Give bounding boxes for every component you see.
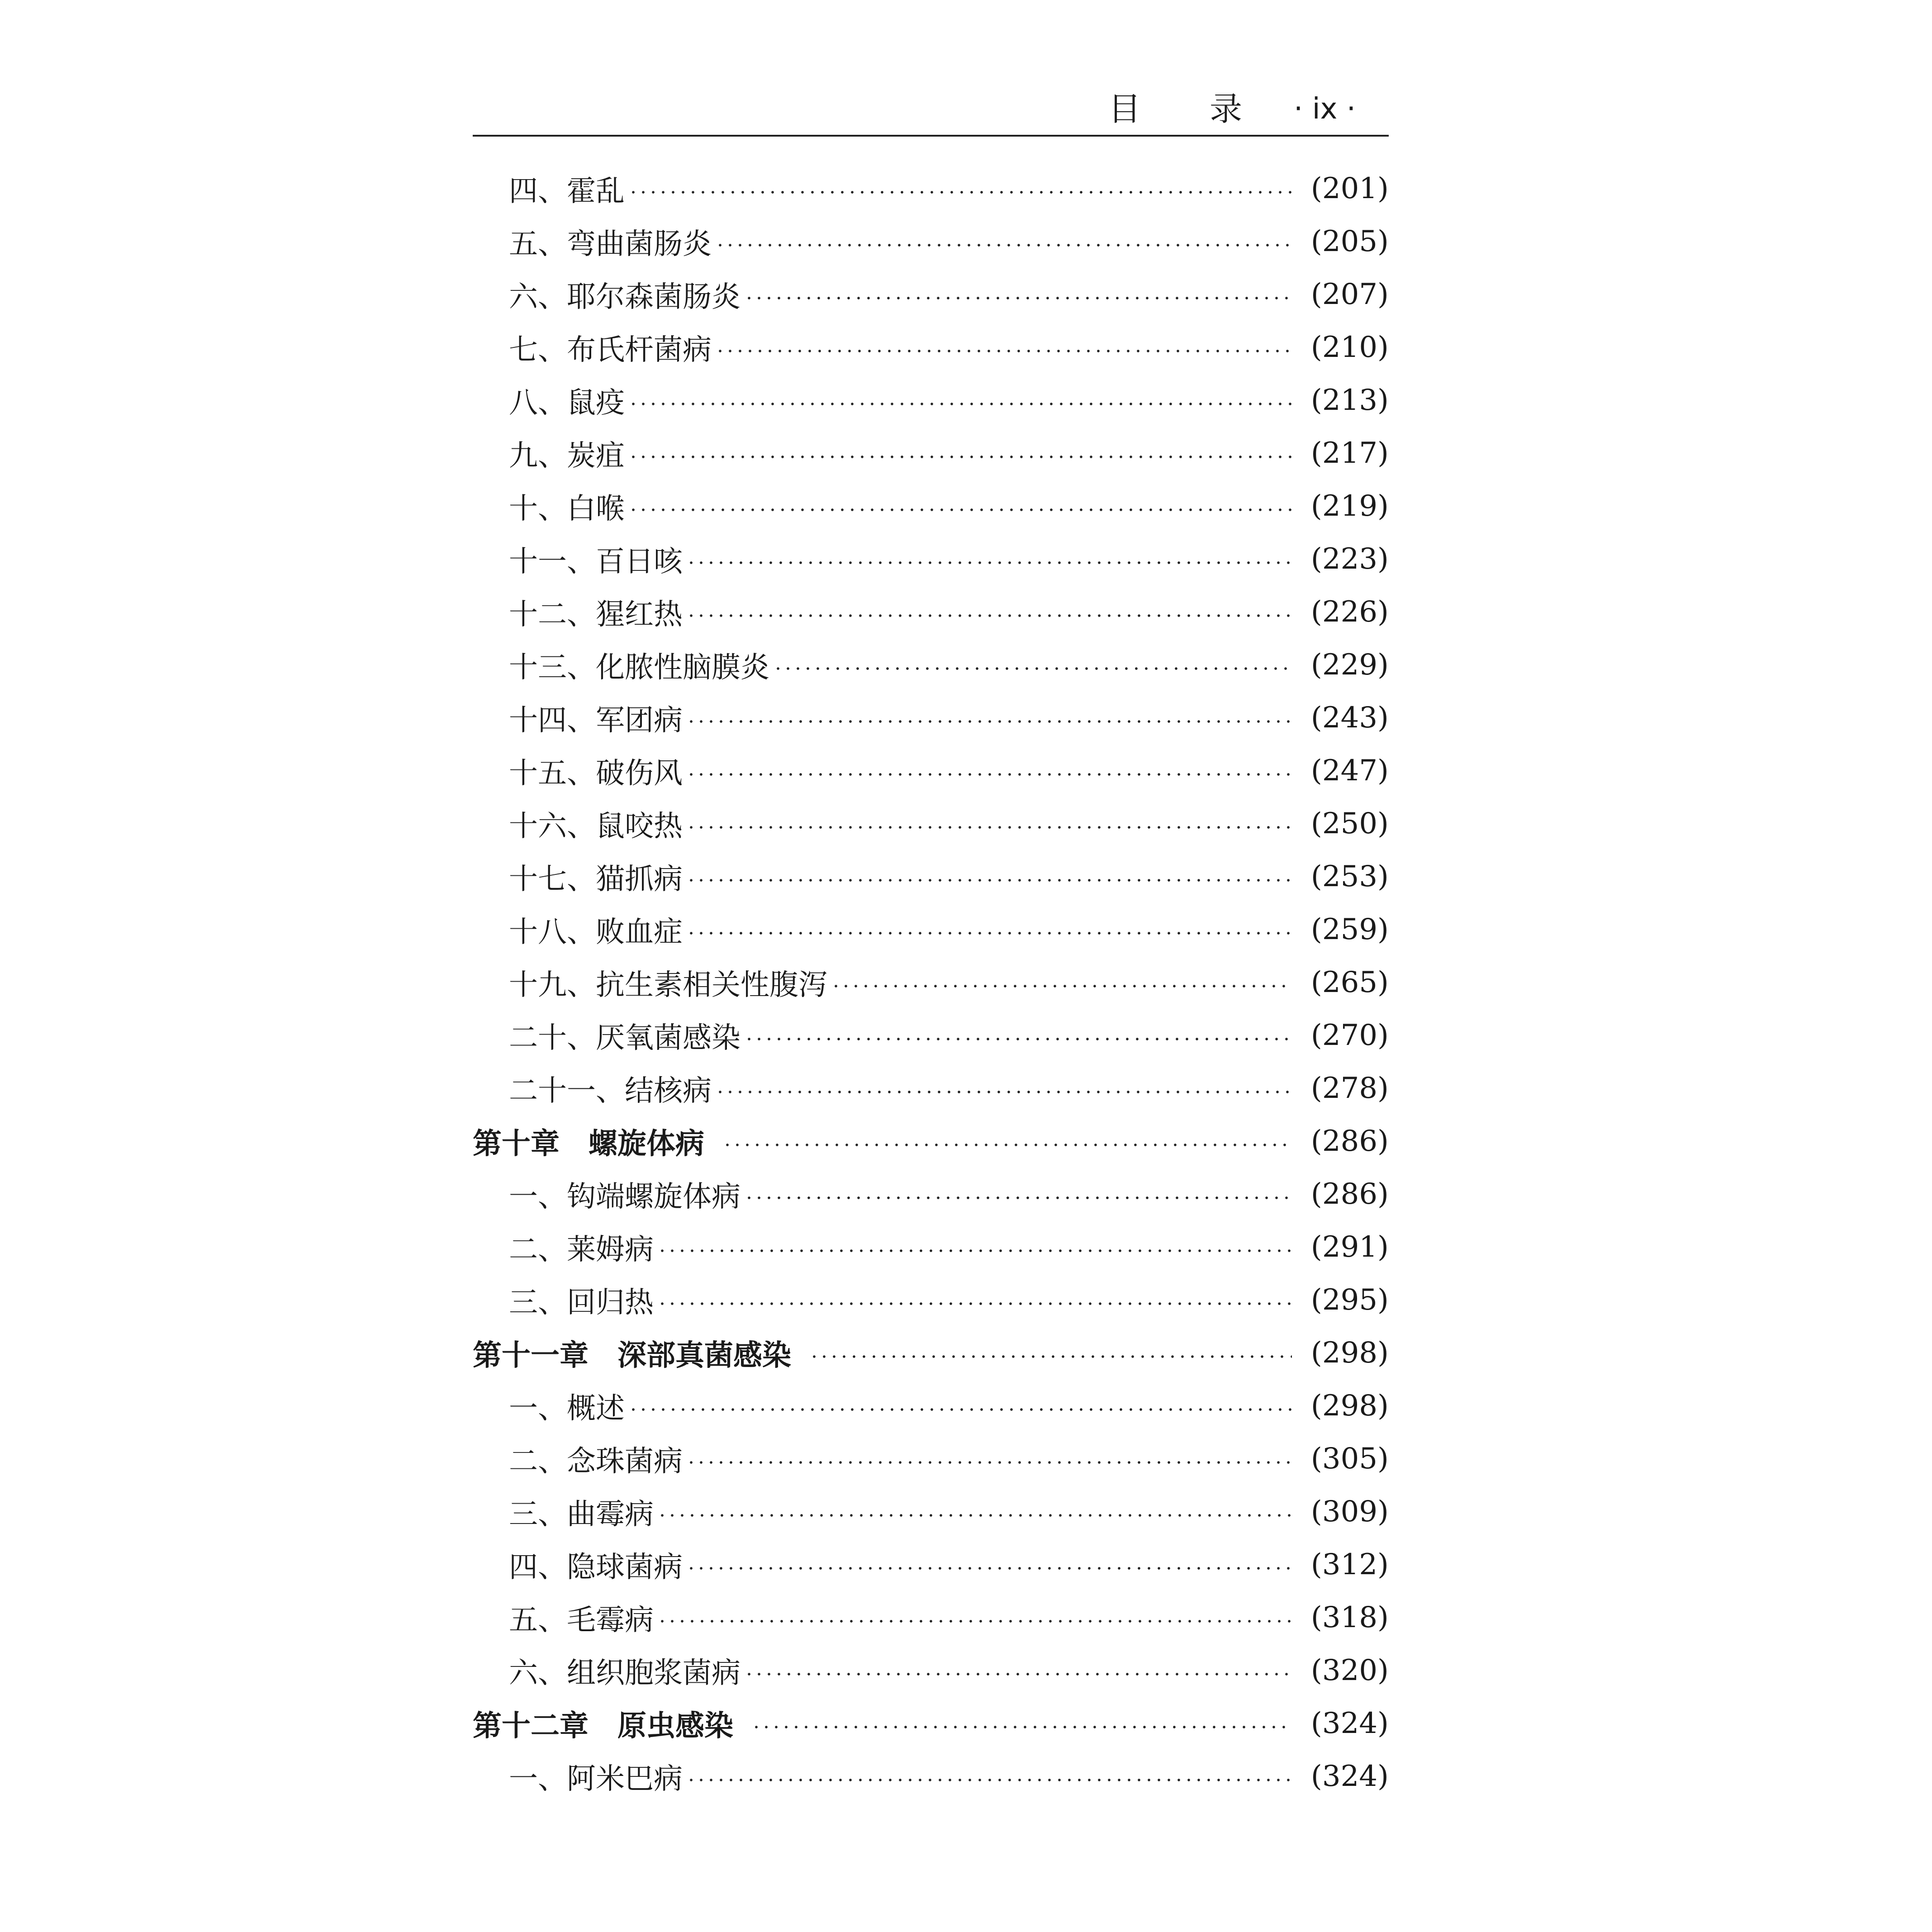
toc-section-entry	[473, 1379, 1389, 1432]
section-title: 一、阿米巴病	[509, 1762, 683, 1796]
toc-section-entry	[473, 1062, 1389, 1115]
toc-page-number: (298)	[1310, 1336, 1389, 1370]
chapter-title: 第十一章 深部真菌感染	[473, 1339, 791, 1372]
section-title: 二十一、结核病	[509, 1074, 712, 1108]
toc-section-entry	[473, 850, 1389, 903]
dot-leader	[715, 244, 1292, 247]
book-page	[473, 0, 1389, 1932]
section-title: 一、概述	[509, 1391, 625, 1425]
dot-leader	[657, 1514, 1292, 1517]
toc-section-entry	[473, 1485, 1389, 1538]
table-of-contents	[473, 162, 1389, 1803]
section-title: 六、组织胞浆菌病	[509, 1656, 741, 1690]
dot-leader	[744, 1038, 1292, 1040]
dot-leader	[744, 1673, 1292, 1676]
chapter-title: 第十章 螺旋体病	[473, 1127, 704, 1161]
toc-section-entry	[473, 532, 1389, 585]
section-title: 二十、厌氧菌感染	[509, 1021, 741, 1055]
dot-leader	[657, 1620, 1292, 1623]
toc-page-number: (229)	[1310, 648, 1389, 682]
dot-leader	[657, 1302, 1292, 1305]
toc-page-number: (247)	[1310, 754, 1389, 788]
dot-leader	[686, 932, 1292, 935]
section-title: 十六、鼠咬热	[509, 809, 683, 843]
toc-page-number: (286)	[1310, 1177, 1389, 1211]
toc-page-number: (324)	[1310, 1706, 1389, 1740]
dot-leader	[809, 1355, 1292, 1358]
dot-leader	[744, 1196, 1292, 1199]
toc-page-number: (324)	[1310, 1759, 1389, 1793]
toc-section-entry	[473, 1750, 1389, 1803]
section-title: 十、白喉	[509, 492, 625, 526]
toc-section-entry	[473, 691, 1389, 744]
toc-page-number: (318)	[1310, 1600, 1389, 1634]
dot-leader	[744, 297, 1292, 299]
section-title: 七、布氏杆菌病	[509, 333, 712, 367]
toc-section-entry	[473, 1273, 1389, 1326]
dot-leader	[628, 403, 1292, 405]
dot-leader	[686, 1567, 1292, 1570]
toc-section-entry	[473, 638, 1389, 691]
toc-page-number: (219)	[1310, 489, 1389, 523]
section-title: 三、曲霉病	[509, 1497, 654, 1531]
toc-section-entry	[473, 374, 1389, 427]
toc-chapter-entry	[473, 1115, 1389, 1168]
section-title: 十四、军团病	[509, 703, 683, 737]
toc-page-number: (309)	[1310, 1495, 1389, 1529]
toc-section-entry	[473, 956, 1389, 1009]
toc-page-number: (243)	[1310, 701, 1389, 735]
dot-leader	[686, 614, 1292, 617]
dot-leader	[751, 1726, 1292, 1728]
toc-page-number: (217)	[1310, 436, 1389, 470]
section-title: 十一、百日咳	[509, 545, 683, 579]
section-title: 八、鼠疫	[509, 386, 625, 420]
toc-page-number: (223)	[1310, 542, 1389, 576]
toc-page-number: (213)	[1310, 383, 1389, 417]
toc-section-entry	[473, 427, 1389, 479]
section-title: 二、莱姆病	[509, 1233, 654, 1267]
toc-page-number: (320)	[1310, 1653, 1389, 1687]
dot-leader	[722, 1144, 1292, 1146]
section-title: 十九、抗生素相关性腹泻	[509, 968, 827, 1002]
toc-section-entry	[473, 903, 1389, 956]
section-title: 五、毛霉病	[509, 1603, 654, 1637]
toc-page-number: (250)	[1310, 807, 1389, 840]
toc-section-entry	[473, 744, 1389, 797]
section-title: 十五、破伤风	[509, 756, 683, 790]
dot-leader	[628, 191, 1292, 194]
dot-leader	[686, 773, 1292, 776]
toc-section-entry	[473, 1432, 1389, 1485]
toc-section-entry	[473, 1591, 1389, 1644]
section-title: 四、霍乱	[509, 174, 625, 208]
toc-page-number: (259)	[1310, 912, 1389, 946]
toc-section-entry	[473, 268, 1389, 321]
chapter-title: 第十二章 原虫感染	[473, 1709, 733, 1743]
section-title: 五、弯曲菌肠炎	[509, 227, 712, 261]
toc-section-entry	[473, 1009, 1389, 1062]
toc-page-number: (278)	[1310, 1071, 1389, 1105]
section-title: 十三、化脓性脑膜炎	[509, 650, 769, 684]
toc-section-entry	[473, 162, 1389, 215]
toc-chapter-entry	[473, 1697, 1389, 1750]
section-title: 十八、败血症	[509, 915, 683, 949]
section-title: 六、耶尔森菌肠炎	[509, 280, 741, 314]
toc-section-entry	[473, 1538, 1389, 1591]
dot-leader	[715, 350, 1292, 352]
toc-page-number: (210)	[1310, 330, 1389, 364]
header-rule	[473, 135, 1389, 137]
toc-section-entry	[473, 585, 1389, 638]
toc-page-number: (312)	[1310, 1547, 1389, 1581]
dot-leader	[686, 1779, 1292, 1781]
toc-page-number: (295)	[1310, 1283, 1389, 1317]
dot-leader	[686, 561, 1292, 564]
toc-section-entry	[473, 1644, 1389, 1697]
toc-section-entry	[473, 1220, 1389, 1273]
section-title: 十七、猫抓病	[509, 862, 683, 896]
page-number: · ix ·	[1294, 92, 1356, 126]
dot-leader	[686, 879, 1292, 882]
toc-page-number: (265)	[1310, 965, 1389, 999]
section-title: 十二、猩红热	[509, 598, 683, 631]
toc-page-number: (291)	[1310, 1230, 1389, 1264]
toc-page-number: (270)	[1310, 1018, 1389, 1052]
toc-section-entry	[473, 215, 1389, 268]
dot-leader	[628, 508, 1292, 511]
toc-page-number: (207)	[1310, 277, 1389, 311]
toc-section-entry	[473, 1168, 1389, 1220]
toc-page-number: (201)	[1310, 171, 1389, 205]
dot-leader	[715, 1091, 1292, 1093]
dot-leader	[686, 720, 1292, 723]
section-title: 三、回归热	[509, 1286, 654, 1320]
toc-page-number: (286)	[1310, 1124, 1389, 1158]
dot-leader	[773, 667, 1292, 670]
dot-leader	[657, 1249, 1292, 1252]
toc-page-number: (205)	[1310, 224, 1389, 258]
toc-chapter-entry	[473, 1326, 1389, 1379]
toc-section-entry	[473, 321, 1389, 374]
running-head-title: 目录	[1108, 90, 1311, 128]
toc-page-number: (305)	[1310, 1442, 1389, 1476]
dot-leader	[628, 1408, 1292, 1411]
dot-leader	[686, 826, 1292, 829]
section-title: 四、隐球菌病	[509, 1550, 683, 1584]
dot-leader	[628, 456, 1292, 458]
toc-page-number: (226)	[1310, 595, 1389, 629]
toc-section-entry	[473, 479, 1389, 532]
toc-page-number: (298)	[1310, 1389, 1389, 1423]
toc-page-number: (253)	[1310, 859, 1389, 893]
dot-leader	[686, 1461, 1292, 1464]
section-title: 一、钩端螺旋体病	[509, 1180, 741, 1214]
toc-section-entry	[473, 797, 1389, 850]
running-head	[473, 89, 1389, 129]
dot-leader	[831, 985, 1292, 987]
section-title: 二、念珠菌病	[509, 1444, 683, 1478]
section-title: 九、炭疽	[509, 439, 625, 473]
